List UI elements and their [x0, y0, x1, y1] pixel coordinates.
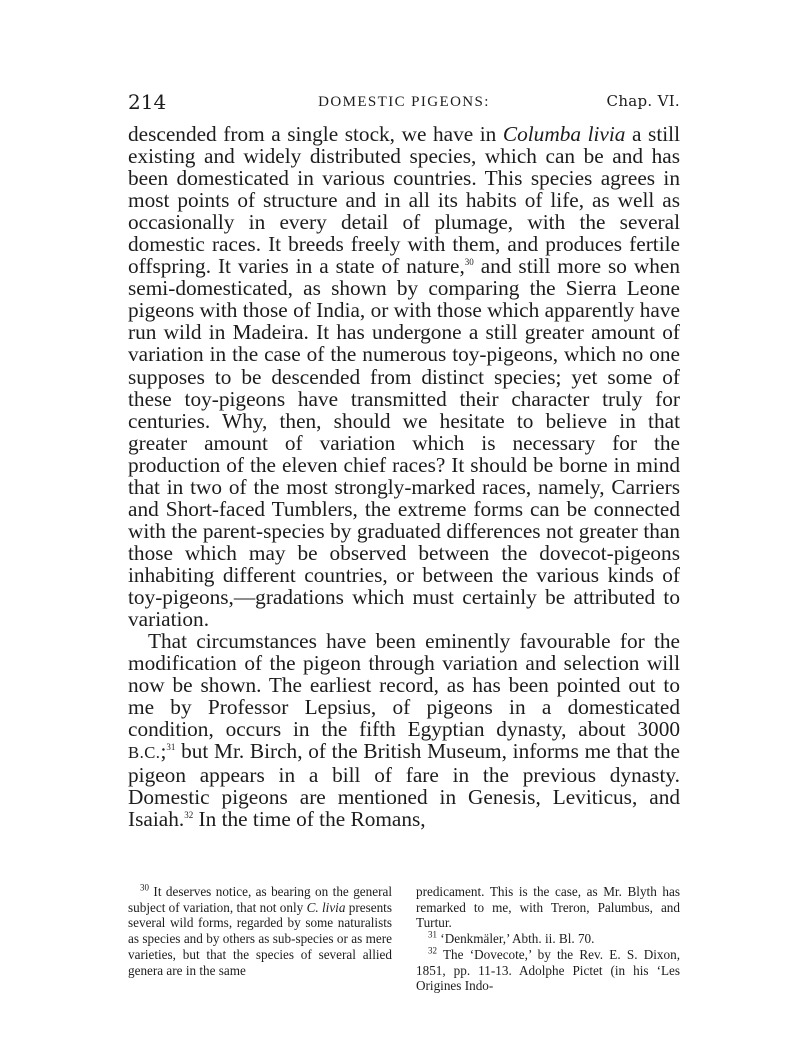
paragraph-1 [128, 123, 680, 630]
footnote-ref-30[interactable]: 30 [464, 257, 474, 268]
footnote-ref-31[interactable]: 31 [166, 742, 176, 753]
text-run: a still existing and widely distributed species, which can be and has been domesticated in various countries. This species agrees in most points of structure and in all its habits of life, as well as occasionally in every detail of plumage, with the several domestic races. It breeds freely with them, and produces fertile offspring. It varies in a state of nature, [128, 122, 680, 279]
species-name: C. livia [306, 899, 346, 915]
text-run: The ‘Dovecote,’ by the Rev. E. S. Dixon, 1851, pp. 11-13. Adolphe Pictet (in his ‘Les Origines Indo- [416, 946, 680, 994]
footnote-marker: 32 [428, 945, 437, 956]
text-run: presents several wild forms, regarded by some naturalists as species and by others as sub-species or as mere varieties, but that the species of several allied genera are in the same [128, 899, 392, 978]
text-run: That circumstances have been eminently favourable for the modification of the pigeon through variation and selection will now be shown. The earliest record, as has been pointed out to me by Professor Lepsius, of pigeons in a domesticated condition, occurs in the fifth Egyptian dynasty, about 3000 [128, 629, 680, 742]
footnote-marker: 31 [428, 929, 437, 940]
paragraph-2 [128, 630, 680, 830]
footnote-marker: 30 [140, 882, 149, 893]
footnote-31 [416, 931, 680, 947]
text-run: It deserves notice, as bearing on the general subject of variation, that not only [128, 884, 392, 915]
footnote-30 [128, 884, 392, 978]
footnote-ref-32[interactable]: 32 [184, 810, 194, 821]
running-title: DOMESTIC PIGEONS: [318, 94, 490, 110]
footnote-column-right [416, 884, 680, 994]
footnotes [128, 884, 680, 994]
chapter-label: Chap. VI. [606, 92, 680, 110]
page-header [128, 90, 680, 120]
text-run: but Mr. Birch, of the British Museum, informs me that the pigeon appears in a bill of fare in the previous dynasty. Domestic pigeons are mentioned in Genesis, Leviticus, and Isaiah. [128, 739, 680, 832]
text-run: ; [160, 739, 167, 764]
page-number: 214 [128, 90, 167, 114]
footnote-30-continued: predicament. This is the case, as Mr. Blyth has remarked to me, with Treron, Palumbus, and Turtur. [416, 884, 680, 931]
text-run: In the time of the Romans, [193, 807, 426, 832]
text-run: ‘Denkmäler,’ Abth. ii. Bl. 70. [437, 931, 595, 947]
text-run: descended from a single stock, we have in [128, 122, 503, 146]
footnote-32 [416, 947, 680, 994]
footnote-column-left [128, 884, 392, 994]
main-text [128, 123, 680, 831]
era-abbrev: B.C. [128, 743, 161, 763]
text-run: and still more so when semi-domesticated, as shown by comparing the Sierra Leone pigeons with those of India, or with those which apparently have run wild in Madeira. It has undergone a still greater amount of variation in the case of the numerous toy-pigeons, which no one supposes to be descended from distinct species; yet some of these toy-pigeons have transmitted their character truly for centuries. Why, then, should we hesitate to believe in that greater amount of variation which is necessary for the production of the eleven chief races? It should be borne in mind that in two of the most strongly-marked races, namely, Carriers and Short-faced Tumblers, the extreme forms can be connected with the parent-species by graduated differences not greater than those which may be observed between the dovecot-pigeons inhabiting different countries, or between the various kinds of toy-pigeons,—gradations which must certainly be attributed to variation. [128, 254, 681, 632]
species-name: Columba livia [502, 122, 626, 146]
